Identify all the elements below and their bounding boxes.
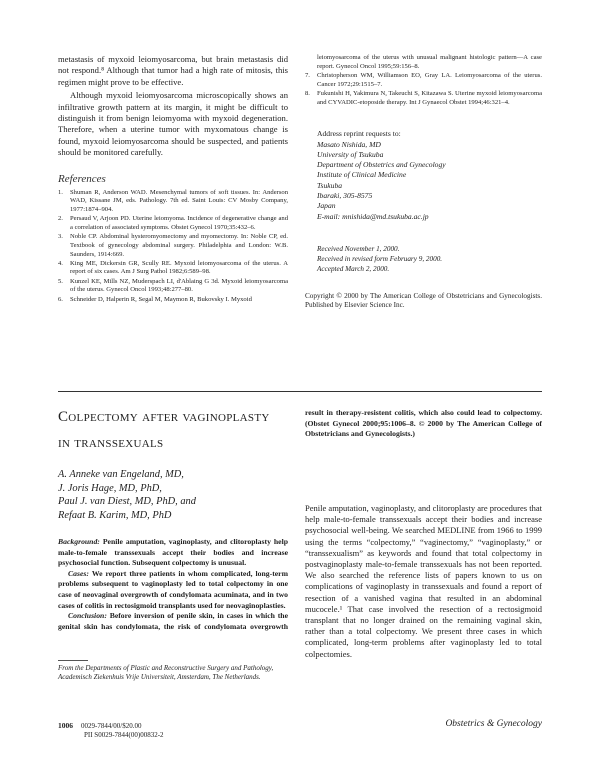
reprint-line: Department of Obstetrics and Gynecology (317, 160, 446, 170)
copyright-notice: Copyright © 2000 by The American College of Obstetricians and Gynecologists. Published by Elsevier Science Inc. (305, 291, 542, 310)
reference-item: 6. Schneider D, Halperin R, Segal M, Maymon R, Bukovsky I. Myxoid (58, 295, 252, 303)
reprint-line: Institute of Clinical Medicine (317, 170, 407, 180)
reference-item: 8. Fukunishi H, Yakimura N, Takeuchi S, Kitazawa S. Uterine myxoid leiomyosarcoma and CYVADIC-etoposide therapy. Int J Gynaecol Obstet 1994;46:321–4. (305, 89, 542, 106)
journal-name: Obstetrics & Gynecology (445, 719, 542, 729)
reference-item: leiomyosarcoma of the uterus with unusual malignant histologic pattern—A case report. Gynecol Oncol 1995;59:156–8. (317, 54, 542, 70)
reprint-line: Japan (317, 201, 336, 211)
author-list (58, 468, 288, 522)
reprint-email: E-mail: mnishida@md.tsukuba.ac.jp (317, 211, 429, 221)
reprint-line: University of Tsukuba (317, 149, 384, 159)
abstract-background: Background: Penile amputation, vaginoplasty, and clitoroplasty help male-to-female transsexuals accept their bodies and increase psychosocial function. Subsequent colpectomy is unusual. (58, 537, 288, 568)
accepted-date: Accepted March 2, 2000. (317, 264, 390, 273)
revised-date: Received in revised form February 9, 2000. (317, 254, 443, 263)
reprint-name: Masato Nishida, MD (317, 139, 381, 149)
footnote-rule (58, 660, 88, 661)
article-dates (305, 244, 542, 274)
reprint-line: Ibaraki, 305-8575 (317, 191, 373, 200)
reference-item: 3. Noble CP. Abdominal hysteromyomectomy and myomectomy. In: Noble CP, ed. Textbook of gynecology abdominal surgery. Philadelphia and London: W.B. Saunders, 1914:669. (58, 233, 288, 258)
abstract (58, 537, 288, 632)
body-paragraph: Although myxoid leiomyosarcoma microscopically shows an infiltrative growth pattern at its margin, it might be difficult to distinguish it from benign leiomyoma with myxoid degeneration. Therefore, when a uterine tumor with myxomatous change is found, myxoid leiomyosarcoma should be suspected, and patients should be monitored carefully. (58, 90, 288, 158)
author: A. Anneke van Engeland, MD, (58, 469, 184, 480)
right-column-top (305, 54, 542, 311)
received-date: Received November 1, 2000. (317, 244, 400, 253)
article-title-line-1: Colpectomy after vaginoplasty (58, 409, 270, 425)
page-number: 1006 (58, 721, 73, 730)
affiliation-footnote: From the Departments of Plastic and Reconstructive Surgery and Pathology, Academisch Ziekenhuis Vrije Universiteit, Amsterdam, The Netherlands. (58, 664, 274, 682)
article-left-column (58, 404, 288, 632)
author: Paul J. van Diest, MD, PhD, and (58, 496, 196, 507)
reference-item: 4. King ME, Dickersin GR, Scully RE. Myxoid leiomyosarcoma of the uterus. A report of six cases. Am J Surg Pathol 1982;6:589–98. (58, 259, 288, 276)
reprint-address (305, 129, 542, 222)
reprint-heading: Address reprint requests to: (317, 129, 401, 139)
intro-paragraph: Penile amputation, vaginoplasty, and clitoroplasty are procedures that help male-to-female transsexuals accept their bodies and increase psychosocial well-being. We searched MEDLINE from 1966 to 1999 using the terms “colpectomy,” “vaginectomy,” “vaginoplasty,” or “transsexualism” as keywords and found that total colpectomy in postvaginoplasty male-to-female transsexuals has not been reported. We also searched the reference lists of papers known to us on complications of vaginoplasty in transsexuals and found a report of resection of a vanished vagina that resulted in an abdominal mucocele.¹ That case involved the resection of a rectosigmoid transplant that no longer drained on the remaining vaginal skin, rather than a total colpectomy. We present three cases in which complicated, long-term problems after vaginoplasty led to total colpectomies. (305, 503, 542, 659)
price-code: 0029-7844/00/$20.00 (81, 722, 142, 730)
author: J. Joris Hage, MD, PhD, (58, 482, 162, 494)
author: Refaat B. Karim, MD, PhD (58, 509, 172, 521)
reference-item: 7. Christopherson WM, Williamson EO, Gray LA. Leiomyosarcoma of the uterus. Cancer 1972;29:1515–7. (305, 71, 542, 88)
abstract-continued (305, 408, 542, 471)
article-title-line-2: in transsexuals (58, 435, 164, 451)
reprint-line: Tsukuba (317, 180, 343, 190)
pii-code: PII S0029-7844(00)00832-2 (84, 731, 164, 739)
abstract-continued-text: result in therapy-resistent colitis, which also could lead to colpectomy. (Obstet Gynecol 2000;95:1006–8. © 2000 by The American College of Obstetricians and Gynecologists.) (305, 408, 542, 439)
page-footer-left (58, 721, 288, 740)
reference-item: 5. Kunzel KE, Mills NZ, Muderspach LI, d'Ablaing G 3d. Myxoid leiomyosarcoma of the uterus. Gynecol Oncol 1993;48:277–80. (58, 277, 288, 294)
abstract-cases: Cases: We report three patients in whom complicated, long-term problems subsequent to vaginoplasty led to total colpectomy in one case of neovaginal overgrowth of condylomata acuminata, and in two cases of colitis in rectosigmoid transplants used for neovaginoplasties. (58, 568, 288, 610)
references-list-continued (305, 54, 542, 107)
reference-item: 1. Shuman R, Anderson WAD. Mesenchymal tumors of soft tissues. In: Anderson WAD, Kissane JM, eds. Pathology. 7th ed. Saint Louis: CV Mosby Company, 1977:1874–904. (58, 188, 288, 214)
section-divider (58, 391, 542, 392)
article-title (58, 404, 288, 456)
left-column-top (58, 54, 288, 305)
body-paragraph: metastasis of myxoid leiomyosarcoma, but brain metastasis did not respond.⁸ Although that tumor had a high rate of mitosis, this regimen might prove to be effective. (58, 54, 288, 87)
references-list (58, 189, 288, 305)
references-heading: References (58, 172, 106, 185)
article-right-column (305, 408, 542, 660)
abstract-conclusion: Conclusion: Before inversion of penile skin, in cases in which the genital skin has condylomata, the risk of condylomata overgrowth (58, 611, 288, 631)
reference-item: 2. Persaud V, Arjoon PD. Uterine leiomyoma. Incidence of degenerative change and a correlation of associated symptoms. Obstet Gynecol 1970;35:432–6. (58, 215, 288, 231)
